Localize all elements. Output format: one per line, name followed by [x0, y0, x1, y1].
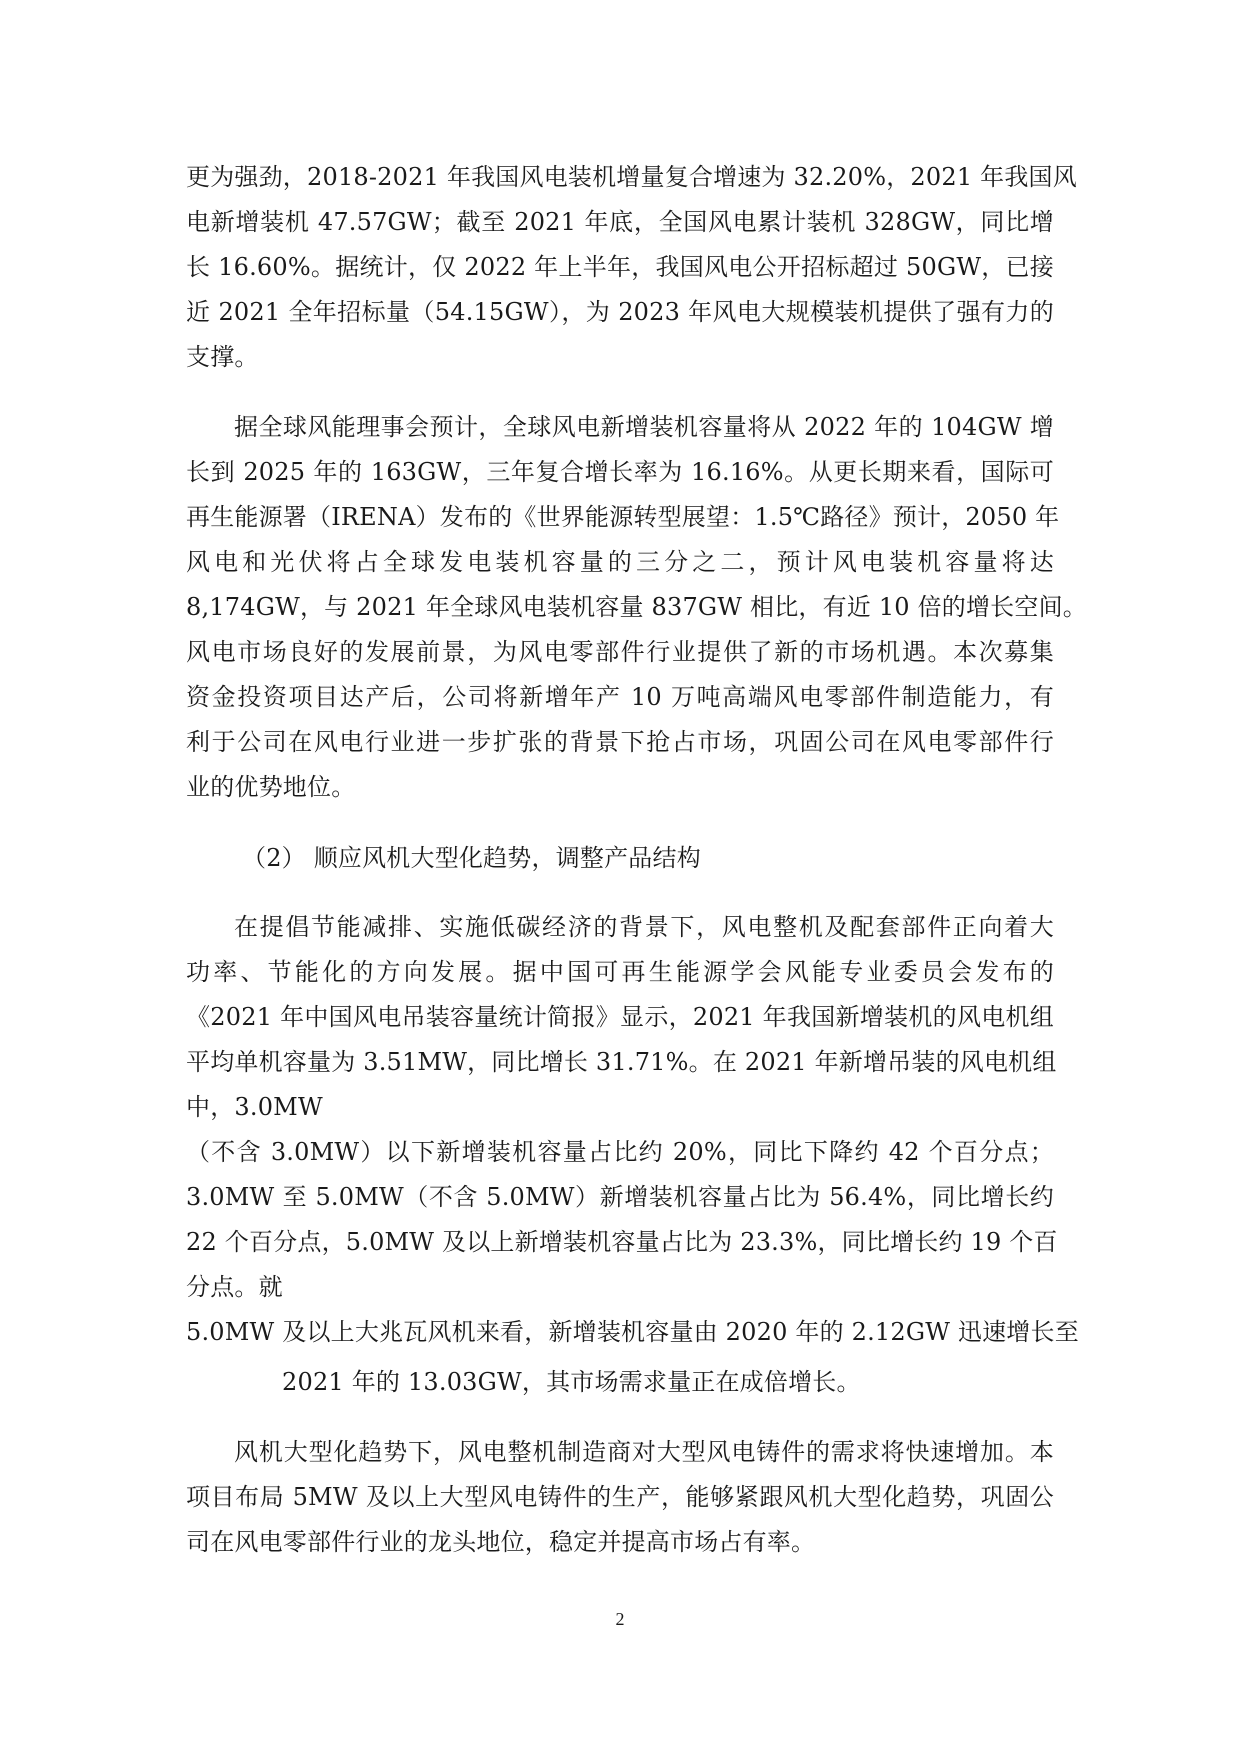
- page-number: 2: [615, 1609, 625, 1629]
- paragraph-3-line-3: 《2021 年中国风电吊装容量统计简报》显示，2021 年我国新增装机的风电机组: [186, 1003, 1054, 1031]
- paragraph-3-line-9: 分点。就: [186, 1273, 283, 1301]
- paragraph-1-line-5: 支撑。: [186, 343, 259, 371]
- paragraph-2-line-1: 据全球风能理事会预计，全球风电新增装机容量将从 2022 年的 104GW 增: [234, 413, 1054, 441]
- paragraph-2-line-2: 长到 2025 年的 163GW，三年复合增长率为 16.16%。从更长期来看，国际可: [186, 458, 1054, 486]
- paragraph-1-line-4: 近 2021 全年招标量（54.15GW），为 2023 年风电大规模装机提供了强有力的: [186, 298, 1054, 326]
- section-heading: （2） 顺应风机大型化趋势，调整产品结构: [242, 844, 701, 872]
- paragraph-3-line-7: 3.0MW 至 5.0MW（不含 5.0MW）新增装机容量占比为 56.4%，同比增长约: [186, 1183, 1054, 1211]
- paragraph-2-line-6: 风电市场良好的发展前景，为风电零部件行业提供了新的市场机遇。本次募集: [186, 638, 1054, 666]
- paragraph-3-line-2: 功率、节能化的方向发展。据中国可再生能源学会风能专业委员会发布的: [186, 958, 1054, 986]
- paragraph-2-line-9: 业的优势地位。: [186, 773, 356, 801]
- paragraph-1-line-3: 长 16.60%。据统计，仅 2022 年上半年，我国风电公开招标超过 50GW，已接: [186, 253, 1054, 281]
- paragraph-2-line-5: 8,174GW，与 2021 年全球风电装机容量 837GW 相比，有近 10 倍的增长空间。: [186, 593, 1087, 621]
- paragraph-3-line-10: 5.0MW 及以上大兆瓦风机来看，新增装机容量由 2020 年的 2.12GW 迅速增长至: [186, 1318, 1079, 1346]
- paragraph-3-line-4: 平均单机容量为 3.51MW，同比增长 31.71%。在 2021 年新增吊装的风电机组: [186, 1048, 1057, 1076]
- paragraph-4-line-1: 风机大型化趋势下，风电整机制造商对大型风电铸件的需求将快速增加。本: [234, 1438, 1054, 1466]
- paragraph-3-line-8: 22 个百分点，5.0MW 及以上新增装机容量占比为 23.3%，同比增长约 19 个百: [186, 1228, 1058, 1256]
- paragraph-2-line-8: 利于公司在风电行业进一步扩张的背景下抢占市场，巩固公司在风电零部件行: [186, 728, 1054, 756]
- paragraph-2-line-7: 资金投资项目达产后，公司将新增年产 10 万吨高端风电零部件制造能力，有: [186, 683, 1054, 711]
- paragraph-3-line-11: 2021 年的 13.03GW，其市场需求量正在成倍增长。: [282, 1368, 861, 1396]
- paragraph-2-line-4: 风电和光伏将占全球发电装机容量的三分之二，预计风电装机容量将达: [186, 548, 1054, 576]
- paragraph-3-line-6: （不含 3.0MW）以下新增装机容量占比约 20%，同比下降约 42 个百分点；: [186, 1138, 1054, 1166]
- paragraph-4-line-3: 司在风电零部件行业的龙头地位，稳定并提高市场占有率。: [186, 1528, 816, 1556]
- paragraph-2-line-3: 再生能源署（IRENA）发布的《世界能源转型展望：1.5℃路径》预计，2050 年: [186, 503, 1060, 531]
- paragraph-1-line-2: 电新增装机 47.57GW；截至 2021 年底，全国风电累计装机 328GW，同比增: [186, 208, 1054, 236]
- paragraph-4-line-2: 项目布局 5MW 及以上大型风电铸件的生产，能够紧跟风机大型化趋势，巩固公: [186, 1483, 1054, 1511]
- paragraph-3-line-5: 中，3.0MW: [186, 1093, 323, 1121]
- paragraph-1-line-1: 更为强劲，2018-2021 年我国风电装机增量复合增速为 32.20%，2021 年我国风: [186, 163, 1077, 191]
- paragraph-3-line-1: 在提倡节能减排、实施低碳经济的背景下，风电整机及配套部件正向着大: [234, 913, 1054, 941]
